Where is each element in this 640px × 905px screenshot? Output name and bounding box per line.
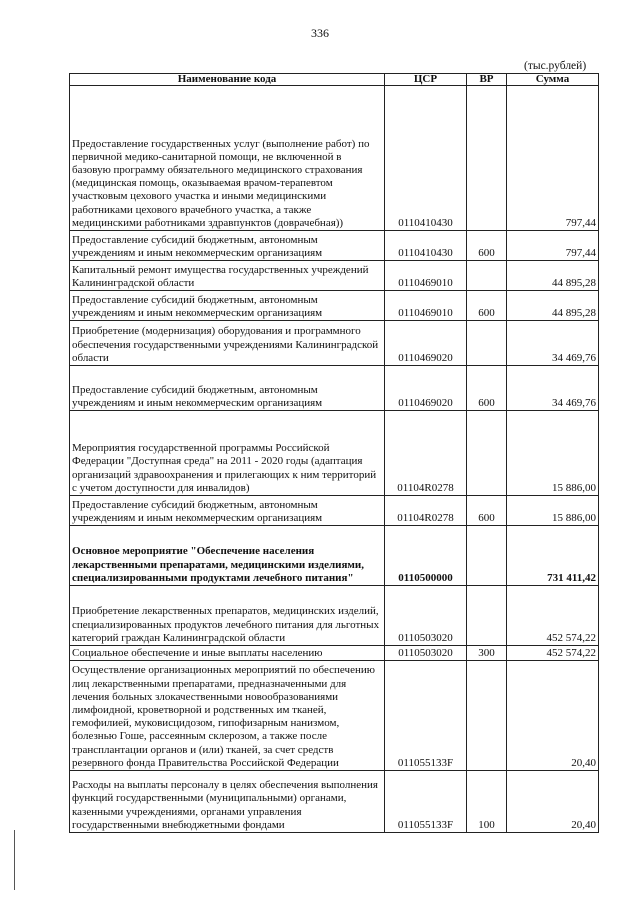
cell-sum: 44 895,28 (507, 291, 599, 321)
cell-sum: 452 574,22 (507, 586, 599, 646)
cell-sum: 15 886,00 (507, 496, 599, 526)
table-row (70, 496, 599, 526)
cell-sum: 20,40 (507, 771, 599, 833)
cell-csr: 01104R0278 (385, 496, 467, 526)
header-csr: ЦСР (385, 74, 467, 86)
header-sum: Сумма (507, 74, 599, 86)
cell-vr (467, 526, 507, 586)
cell-csr: 0110469010 (385, 261, 467, 291)
cell-sum: 15 886,00 (507, 411, 599, 496)
table-row (70, 231, 599, 261)
cell-name: Приобретение (модернизация) оборудования и программного обеспечения государственными учреждениями Калининградской области (70, 321, 385, 366)
cell-vr (467, 261, 507, 291)
cell-name: Предоставление субсидий бюджетным, автономным учреждениям и иным некоммерческим организациям (70, 366, 385, 411)
cell-sum: 797,44 (507, 86, 599, 231)
cell-csr: 0110410430 (385, 86, 467, 231)
cell-csr: 011055133F (385, 771, 467, 833)
table-row (70, 261, 599, 291)
cell-sum: 34 469,76 (507, 366, 599, 411)
cell-name: Предоставление государственных услуг (выполнение работ) по первичной медико-санитарной помощи, не включенной в базовую программу обязательного медицинского страхования (медицинская помощь, оказываемая врачом-терапевтом участковым цехового участка и иными медицинскими работниками цехового врачебного участка, а также медицинскими работниками здравпунктов (доврачебная)) (70, 86, 385, 231)
cell-name: Приобретение лекарственных препаратов, медицинских изделий, специализированных продуктов лечебного питания для льготных категорий граждан Калининградской области (70, 586, 385, 646)
cell-sum: 797,44 (507, 231, 599, 261)
table-row (70, 646, 599, 661)
header-vr: ВР (467, 74, 507, 86)
table-header-row (70, 74, 599, 86)
cell-csr: 0110469020 (385, 366, 467, 411)
cell-name: Основное мероприятие "Обеспечение населения лекарственными препаратами, медицинскими изделиями, специализированными продуктами лечебного питания" (70, 526, 385, 586)
cell-vr: 600 (467, 231, 507, 261)
cell-csr: 011055133F (385, 661, 467, 771)
table-row (70, 661, 599, 771)
table-row (70, 86, 599, 231)
cell-vr: 600 (467, 496, 507, 526)
cell-name: Предоставление субсидий бюджетным, автономным учреждениям и иным некоммерческим организациям (70, 496, 385, 526)
cell-vr: 600 (467, 366, 507, 411)
cell-vr (467, 321, 507, 366)
cell-csr: 0110503020 (385, 646, 467, 661)
cell-vr: 600 (467, 291, 507, 321)
table-row (70, 321, 599, 366)
cell-csr: 0110500000 (385, 526, 467, 586)
cell-name: Мероприятия государственной программы Российской Федерации "Доступная среда" на 2011 - 2020 годы (адаптация организаций здравоохранения и прилегающих к ним территорий с учетом доступности для инвалидов) (70, 411, 385, 496)
table-row (70, 526, 599, 586)
cell-sum: 34 469,76 (507, 321, 599, 366)
header-name: Наименование кода (70, 74, 385, 86)
cell-vr (467, 86, 507, 231)
cell-vr: 100 (467, 771, 507, 833)
table-row (70, 586, 599, 646)
cell-name: Осуществление организационных мероприятий по обеспечению лиц лекарственными препаратами, предназначенными для лечения больных злокачественными новообразованиями лимфоидной, кроветворной и родственных им тканей, гемофилией, муковисцидозом, гипофизарным нанизмом, болезнью Гоше, рассеянным склерозом, а также после трансплантации органов и (или) тканей, за счет средств резервного фонда Правительства Российской Федерации (70, 661, 385, 771)
table-body (70, 86, 599, 833)
cell-csr: 0110469010 (385, 291, 467, 321)
units-label: (тыс.рублей) (524, 60, 587, 72)
cell-sum: 20,40 (507, 661, 599, 771)
cell-sum: 731 411,42 (507, 526, 599, 586)
cell-csr: 0110503020 (385, 586, 467, 646)
table-row (70, 771, 599, 833)
cell-name: Предоставление субсидий бюджетным, автономным учреждениям и иным некоммерческим организациям (70, 291, 385, 321)
cell-sum: 452 574,22 (507, 646, 599, 661)
cell-name: Предоставление субсидий бюджетным, автономным учреждениям и иным некоммерческим организациям (70, 231, 385, 261)
table-row (70, 291, 599, 321)
cell-vr (467, 661, 507, 771)
table-row (70, 411, 599, 496)
cell-name: Социальное обеспечение и иные выплаты населению (70, 646, 385, 661)
cell-csr: 01104R0278 (385, 411, 467, 496)
cell-sum: 44 895,28 (507, 261, 599, 291)
cell-vr (467, 586, 507, 646)
cell-csr: 0110469020 (385, 321, 467, 366)
page-number: 336 (311, 26, 329, 40)
cell-name: Расходы на выплаты персоналу в целях обеспечения выполнения функций государственными (муниципальными) органами, казенными учреждениями, органами управления государственными внебюджетными фондами (70, 771, 385, 833)
budget-table (69, 73, 599, 833)
cell-name: Капитальный ремонт имущества государственных учреждений Калининградской области (70, 261, 385, 291)
cell-vr: 300 (467, 646, 507, 661)
cell-csr: 0110410430 (385, 231, 467, 261)
margin-mark (14, 830, 15, 890)
cell-vr (467, 411, 507, 496)
table-row (70, 366, 599, 411)
